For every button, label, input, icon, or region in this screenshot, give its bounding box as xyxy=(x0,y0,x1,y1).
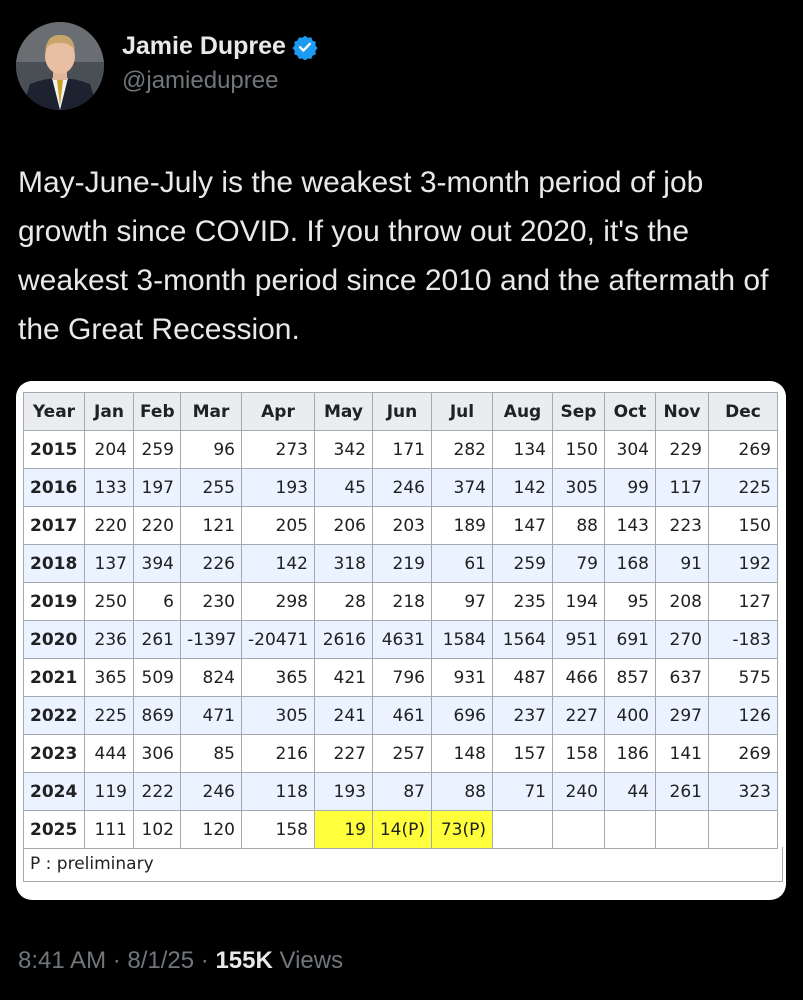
value-cell: 229 xyxy=(656,431,709,469)
value-cell: 240 xyxy=(553,773,605,811)
value-cell: 189 xyxy=(432,507,493,545)
value-cell: 444 xyxy=(85,735,134,773)
table-row xyxy=(24,735,778,773)
value-cell: 204 xyxy=(85,431,134,469)
value-cell: 118 xyxy=(242,773,315,811)
value-cell: 197 xyxy=(134,469,181,507)
jobs-table xyxy=(23,392,778,849)
year-cell: 2017 xyxy=(24,507,85,545)
value-cell: 696 xyxy=(432,697,493,735)
year-cell: 2018 xyxy=(24,545,85,583)
value-cell: 126 xyxy=(709,697,778,735)
column-header: Jul xyxy=(432,393,493,431)
value-cell: 365 xyxy=(85,659,134,697)
value-cell: 246 xyxy=(373,469,432,507)
value-cell: 304 xyxy=(605,431,656,469)
table-row xyxy=(24,583,778,621)
value-cell: 230 xyxy=(181,583,242,621)
value-cell: 133 xyxy=(85,469,134,507)
views-count: 155K xyxy=(215,947,273,974)
value-cell: 1564 xyxy=(493,621,553,659)
year-cell: 2016 xyxy=(24,469,85,507)
year-cell: 2021 xyxy=(24,659,85,697)
value-cell: 79 xyxy=(553,545,605,583)
value-cell: 88 xyxy=(553,507,605,545)
table-row xyxy=(24,659,778,697)
value-cell: 99 xyxy=(605,469,656,507)
value-cell: 205 xyxy=(242,507,315,545)
value-cell: 91 xyxy=(656,545,709,583)
value-cell: 575 xyxy=(709,659,778,697)
table-row xyxy=(24,431,778,469)
value-cell: 225 xyxy=(85,697,134,735)
tweet-date[interactable]: 8/1/25 xyxy=(127,947,195,974)
value-cell: 158 xyxy=(553,735,605,773)
value-cell: 137 xyxy=(85,545,134,583)
column-header: Aug xyxy=(493,393,553,431)
value-cell: 374 xyxy=(432,469,493,507)
value-cell: 147 xyxy=(493,507,553,545)
value-cell: 461 xyxy=(373,697,432,735)
value-cell: 206 xyxy=(315,507,373,545)
year-cell: 2020 xyxy=(24,621,85,659)
value-cell: 148 xyxy=(432,735,493,773)
value-cell: 219 xyxy=(373,545,432,583)
value-cell: 45 xyxy=(315,469,373,507)
value-cell: 365 xyxy=(242,659,315,697)
value-cell: -20471 xyxy=(242,621,315,659)
value-cell: 193 xyxy=(315,773,373,811)
value-cell: 192 xyxy=(709,545,778,583)
value-cell: 394 xyxy=(134,545,181,583)
value-cell: 466 xyxy=(553,659,605,697)
value-cell: 951 xyxy=(553,621,605,659)
meta-separator: · xyxy=(106,947,128,974)
value-cell: 143 xyxy=(605,507,656,545)
table-row xyxy=(24,697,778,735)
value-cell: 471 xyxy=(181,697,242,735)
value-cell: 85 xyxy=(181,735,242,773)
column-header: Oct xyxy=(605,393,656,431)
column-header: Dec xyxy=(709,393,778,431)
value-cell: 318 xyxy=(315,545,373,583)
value-cell: 61 xyxy=(432,545,493,583)
value-cell: 255 xyxy=(181,469,242,507)
table-row xyxy=(24,545,778,583)
column-header: Jan xyxy=(85,393,134,431)
value-cell: 225 xyxy=(709,469,778,507)
value-cell: 96 xyxy=(181,431,242,469)
value-cell: 257 xyxy=(373,735,432,773)
value-cell: 111 xyxy=(85,811,134,849)
tweet-text: May-June-July is the weakest 3-month period of job growth since COVID. If you throw out 2020, it's the weakest 3-month period since 2010 and the aftermath of the Great Recession. xyxy=(18,166,769,346)
value-cell: 119 xyxy=(85,773,134,811)
value-cell: 259 xyxy=(134,431,181,469)
table-row xyxy=(24,507,778,545)
value-cell: 6 xyxy=(134,583,181,621)
value-cell: 220 xyxy=(134,507,181,545)
value-cell: 208 xyxy=(656,583,709,621)
year-cell: 2023 xyxy=(24,735,85,773)
value-cell: 87 xyxy=(373,773,432,811)
year-cell: 2019 xyxy=(24,583,85,621)
value-cell: 305 xyxy=(553,469,605,507)
value-cell: 250 xyxy=(85,583,134,621)
value-cell: 203 xyxy=(373,507,432,545)
value-cell: 305 xyxy=(242,697,315,735)
column-header: Jun xyxy=(373,393,432,431)
value-cell: 270 xyxy=(656,621,709,659)
value-cell: -183 xyxy=(709,621,778,659)
value-cell: 157 xyxy=(493,735,553,773)
value-cell: 269 xyxy=(709,735,778,773)
year-cell: 2015 xyxy=(24,431,85,469)
value-cell: 127 xyxy=(709,583,778,621)
value-cell xyxy=(493,811,553,849)
value-cell: 158 xyxy=(242,811,315,849)
value-cell: 400 xyxy=(605,697,656,735)
avatar[interactable] xyxy=(16,22,104,110)
value-cell: 88 xyxy=(432,773,493,811)
value-cell: 71 xyxy=(493,773,553,811)
value-cell: 4631 xyxy=(373,621,432,659)
value-cell: 28 xyxy=(315,583,373,621)
value-cell: 150 xyxy=(709,507,778,545)
value-cell: 186 xyxy=(605,735,656,773)
column-header: Mar xyxy=(181,393,242,431)
value-cell: 246 xyxy=(181,773,242,811)
value-cell: 95 xyxy=(605,583,656,621)
table-row xyxy=(24,469,778,507)
value-cell: 44 xyxy=(605,773,656,811)
column-header: Sep xyxy=(553,393,605,431)
value-cell: 216 xyxy=(242,735,315,773)
value-cell: 97 xyxy=(432,583,493,621)
value-cell: 297 xyxy=(656,697,709,735)
value-cell: 102 xyxy=(134,811,181,849)
value-cell: 141 xyxy=(656,735,709,773)
value-cell xyxy=(605,811,656,849)
column-header: Year xyxy=(24,393,85,431)
value-cell: 194 xyxy=(553,583,605,621)
author-block xyxy=(122,32,318,95)
year-cell: 2024 xyxy=(24,773,85,811)
year-cell: 2022 xyxy=(24,697,85,735)
value-cell: 487 xyxy=(493,659,553,697)
value-cell: 142 xyxy=(493,469,553,507)
value-cell: 142 xyxy=(242,545,315,583)
tweet-meta xyxy=(18,947,343,975)
value-cell: 509 xyxy=(134,659,181,697)
value-cell: 73(P) xyxy=(432,811,493,849)
value-cell: 227 xyxy=(553,697,605,735)
value-cell xyxy=(553,811,605,849)
value-cell: 691 xyxy=(605,621,656,659)
table-row xyxy=(24,621,778,659)
value-cell: 121 xyxy=(181,507,242,545)
value-cell: 226 xyxy=(181,545,242,583)
value-cell: 150 xyxy=(553,431,605,469)
value-cell: 869 xyxy=(134,697,181,735)
value-cell: 857 xyxy=(605,659,656,697)
value-cell: 227 xyxy=(315,735,373,773)
column-header: Feb xyxy=(134,393,181,431)
tweet-header xyxy=(16,22,786,112)
value-cell: 120 xyxy=(181,811,242,849)
handle[interactable]: @jamiedupree xyxy=(122,67,279,94)
value-cell: 261 xyxy=(656,773,709,811)
column-header: May xyxy=(315,393,373,431)
year-cell: 2025 xyxy=(24,811,85,849)
value-cell: 222 xyxy=(134,773,181,811)
value-cell: 2616 xyxy=(315,621,373,659)
value-cell: 421 xyxy=(315,659,373,697)
value-cell xyxy=(656,811,709,849)
value-cell: 193 xyxy=(242,469,315,507)
value-cell: 261 xyxy=(134,621,181,659)
value-cell: 273 xyxy=(242,431,315,469)
value-cell: 241 xyxy=(315,697,373,735)
value-cell: 223 xyxy=(656,507,709,545)
value-cell: 14(P) xyxy=(373,811,432,849)
value-cell: 796 xyxy=(373,659,432,697)
value-cell: 236 xyxy=(85,621,134,659)
value-cell: 220 xyxy=(85,507,134,545)
value-cell: 282 xyxy=(432,431,493,469)
value-cell: 19 xyxy=(315,811,373,849)
value-cell: 342 xyxy=(315,431,373,469)
value-cell: 134 xyxy=(493,431,553,469)
views-label: Views xyxy=(272,947,344,974)
value-cell: 171 xyxy=(373,431,432,469)
value-cell: 1584 xyxy=(432,621,493,659)
tweet-time[interactable]: 8:41 AM xyxy=(18,947,107,974)
value-cell: 637 xyxy=(656,659,709,697)
value-cell: 824 xyxy=(181,659,242,697)
verified-badge-icon xyxy=(292,34,318,60)
value-cell: 269 xyxy=(709,431,778,469)
attached-image[interactable] xyxy=(16,381,786,900)
column-header: Nov xyxy=(656,393,709,431)
value-cell xyxy=(709,811,778,849)
display-name[interactable]: Jamie Dupree xyxy=(122,32,286,60)
value-cell: 931 xyxy=(432,659,493,697)
value-cell: 306 xyxy=(134,735,181,773)
value-cell: 235 xyxy=(493,583,553,621)
value-cell: 237 xyxy=(493,697,553,735)
value-cell: 168 xyxy=(605,545,656,583)
table-footnote: P : preliminary xyxy=(23,847,783,882)
table-header-row xyxy=(24,393,778,431)
meta-separator: · xyxy=(194,947,216,974)
value-cell: -1397 xyxy=(181,621,242,659)
value-cell: 117 xyxy=(656,469,709,507)
table-row xyxy=(24,811,778,849)
column-header: Apr xyxy=(242,393,315,431)
table-row xyxy=(24,773,778,811)
value-cell: 323 xyxy=(709,773,778,811)
value-cell: 259 xyxy=(493,545,553,583)
value-cell: 218 xyxy=(373,583,432,621)
value-cell: 298 xyxy=(242,583,315,621)
